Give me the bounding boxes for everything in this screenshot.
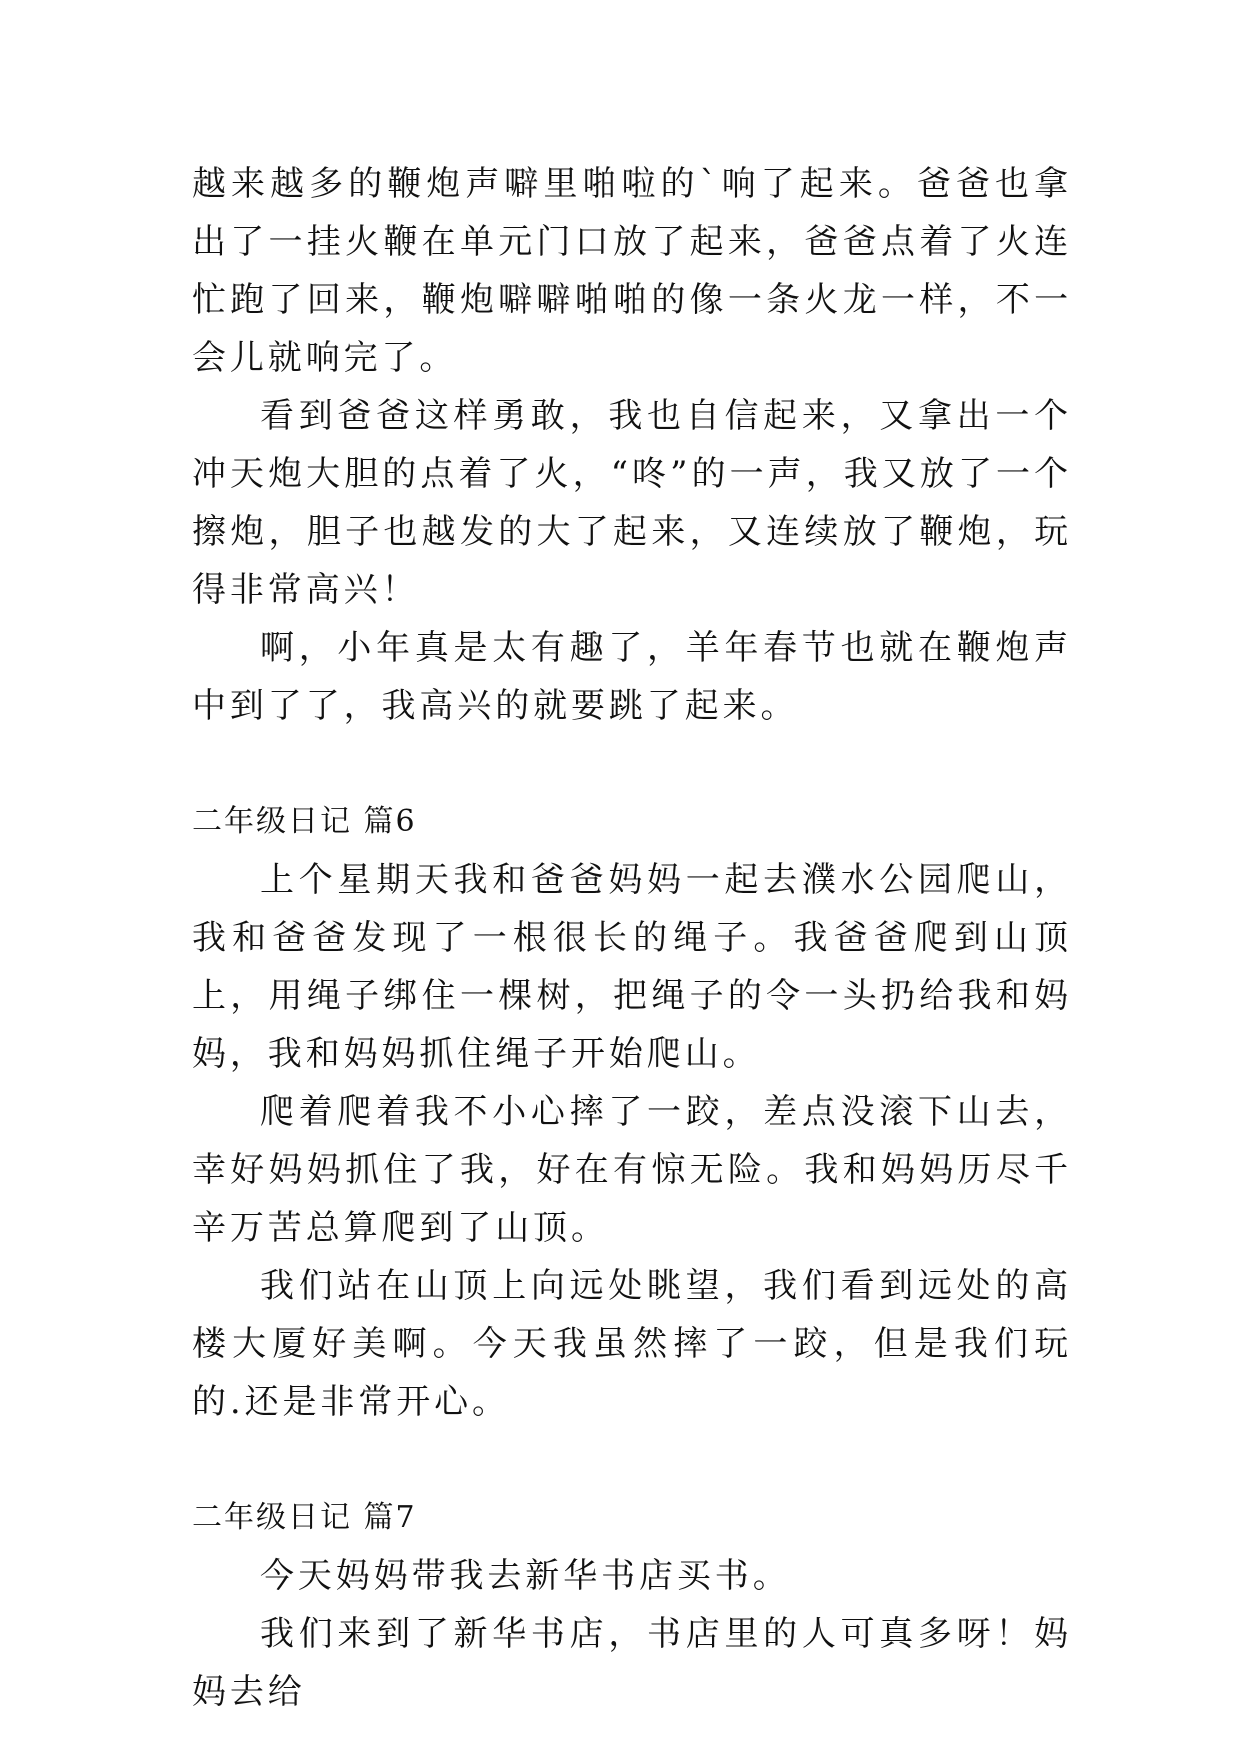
document-body [192,155,1072,1721]
section-spacer [192,1431,1072,1489]
paragraph: 越来越多的鞭炮声噼里啪啦的`响了起来。爸爸也拿出了一挂火鞭在单元门口放了起来，爸爸点着了火连忙跑了回来，鞭炮噼噼啪啪的像一条火龙一样，不一会儿就响完了。 [192,164,1072,378]
section-spacer [192,735,1072,793]
entry-heading: 二年级日记 篇6 [192,804,417,839]
paragraph: 啊，小年真是太有趣了，羊年春节也就在鞭炮声中到了了，我高兴的就要跳了起来。 [192,628,1072,726]
diary-entry-5-continued [192,155,1072,735]
paragraph: 今天妈妈带我去新华书店买书。 [260,1556,791,1596]
paragraph: 我们来到了新华书店，书店里的人可真多呀！妈妈去给 [192,1614,1072,1712]
diary-entry-6 [192,793,1072,1431]
entry-heading: 二年级日记 篇7 [192,1500,417,1535]
diary-entry-7 [192,1489,1072,1721]
paragraph: 上个星期天我和爸爸妈妈一起去濮水公园爬山，我和爸爸发现了一根很长的绳子。我爸爸爬到山顶上，用绳子绑住一棵树，把绳子的令一头扔给我和妈妈，我和妈妈抓住绳子开始爬山。 [192,860,1072,1074]
paragraph: 看到爸爸这样勇敢，我也自信起来，又拿出一个冲天炮大胆的点着了火，“咚”的一声，我又放了一个擦炮，胆子也越发的大了起来，又连续放了鞭炮，玩得非常高兴！ [192,396,1072,610]
paragraph: 我们站在山顶上向远处眺望，我们看到远处的高楼大厦好美啊。今天我虽然摔了一跤，但是我们玩的.还是非常开心。 [192,1266,1072,1422]
paragraph: 爬着爬着我不小心摔了一跤，差点没滚下山去，幸好妈妈抓住了我，好在有惊无险。我和妈妈历尽千辛万苦总算爬到了山顶。 [192,1092,1072,1248]
